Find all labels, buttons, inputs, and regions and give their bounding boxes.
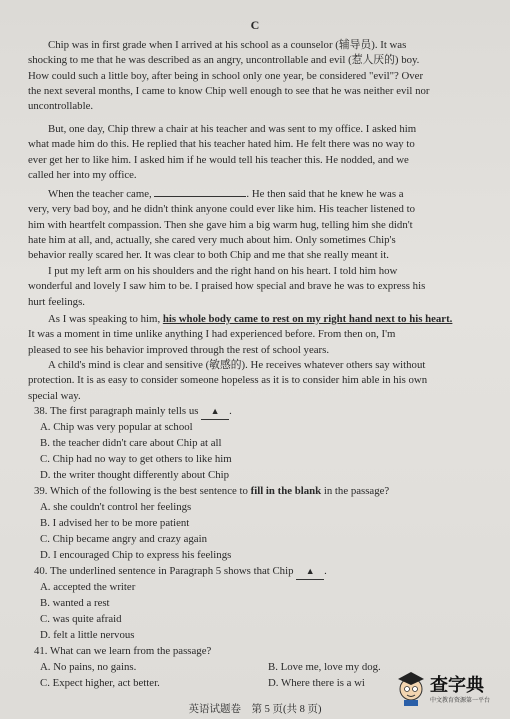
answer-mark: ▲ bbox=[296, 564, 324, 580]
p3-after-blank: . He then said that he knew he was a bbox=[246, 188, 404, 200]
section-title: C bbox=[250, 18, 260, 32]
underlined-sentence: his whole body came to rest on my right hand next to his heart. bbox=[162, 313, 453, 325]
q41-option-a[interactable]: A. No pains, no gains. bbox=[40, 661, 137, 673]
q38-option-c[interactable]: C. Chip had no way to get others to like him bbox=[40, 453, 232, 465]
q41-option-b[interactable]: B. Love me, love my dog. bbox=[268, 661, 381, 673]
p1-line: shocking to me that he was described as an angry, uncontrollable and evil (惹人厌的) boy. bbox=[28, 54, 420, 67]
p3-first-line bbox=[28, 186, 494, 202]
p3-start: When the teacher came, bbox=[48, 188, 152, 200]
p5-start: As I was speaking to him, bbox=[48, 313, 161, 325]
question-39 bbox=[34, 484, 494, 499]
q39-option-d[interactable]: D. I encouraged Chip to express his feelings bbox=[40, 549, 232, 561]
p1-line: How could such a little boy, after being in school only one year, be considered "evil"? Over bbox=[28, 69, 424, 82]
p4-line: I put my left arm on his shoulders and the right hand on his heart. I told him how bbox=[48, 265, 398, 277]
p3-line: very, very bad boy, and he didn't think anyone could ever like him. His teacher listened to bbox=[28, 203, 416, 216]
q39-option-b[interactable]: B. I advised her to be more patient bbox=[40, 517, 190, 529]
p2-line: But, one day, Chip threw a chair at his teacher and was sent to my office. I asked him bbox=[48, 123, 417, 135]
paragraph-5 bbox=[28, 312, 494, 358]
p6-line: protection. It is as easy to consider someone hopeless as it is to consider him able in his own bbox=[28, 374, 428, 387]
p1-line: the next several months, I came to know Chip well enough to see that he was neither evil nor bbox=[28, 84, 430, 97]
q38-option-b[interactable]: B. the teacher didn't care about Chip at all bbox=[40, 437, 222, 449]
q39-option-a[interactable]: A. she couldn't control her feelings bbox=[40, 501, 192, 513]
p2-line: ever get her to like him. I asked him if he would tell his teacher this. He nodded, and we bbox=[28, 153, 409, 166]
question-38 bbox=[34, 404, 494, 420]
logo-subtext: 中文教育资源第一平台 bbox=[430, 697, 491, 704]
p3-line: behavior really scared her. It was clear to both Chip and me that she really meant it. bbox=[28, 249, 389, 262]
q40-option-a[interactable]: A. accepted the writer bbox=[40, 581, 136, 593]
p3-line: him with heartfelt compassion. Then she gave him a big warm hug, telling him she didn't bbox=[28, 218, 413, 231]
site-logo bbox=[394, 669, 504, 709]
question-41: 41. What can we learn from the passage? bbox=[34, 645, 212, 657]
paragraph-3 bbox=[28, 186, 494, 263]
q38-end: . bbox=[229, 405, 232, 417]
mascot-icon bbox=[394, 669, 428, 707]
q38-stem: 38. The first paragraph mainly tells us bbox=[34, 405, 199, 417]
q40-option-c[interactable]: C. was quite afraid bbox=[40, 613, 122, 625]
p4-line: wonderful and lovely I saw him to be. I praised how special and brave he was to express his bbox=[28, 280, 426, 293]
q39-option-c[interactable]: C. Chip became angry and crazy again bbox=[40, 533, 207, 545]
q39-stem-a: 39. Which of the following is the best sentence to bbox=[34, 485, 248, 497]
paragraph-4 bbox=[28, 264, 494, 310]
paragraph-2 bbox=[28, 122, 494, 183]
q40-option-d[interactable]: D. felt a little nervous bbox=[40, 629, 135, 641]
p1-line: Chip was in first grade when I arrived at his school as a counselor (辅导员). It was bbox=[48, 39, 407, 51]
paragraph-1 bbox=[28, 38, 494, 114]
p2-line: called her into my office. bbox=[28, 168, 137, 181]
answer-mark: ▲ bbox=[201, 404, 229, 420]
p6-line: A child's mind is clear and sensitive (敏感的). He receives whatever others say without bbox=[48, 359, 426, 371]
p5-line: pleased to see his behavior improved through the rest of school years. bbox=[28, 343, 330, 356]
p3-line: hate him at all, and, actually, she cared very much about him. Only sometimes Chip's bbox=[28, 233, 396, 246]
p5-first-line bbox=[28, 312, 494, 327]
q38-option-d[interactable]: D. the writer thought differently about Chip bbox=[40, 469, 230, 481]
fill-blank bbox=[154, 186, 246, 197]
logo-text: 查字典 bbox=[430, 675, 484, 696]
question-40 bbox=[34, 564, 494, 580]
q40-end: . bbox=[324, 565, 327, 577]
q39-stem-b: in the passage? bbox=[323, 485, 390, 497]
q40-stem: 40. The underlined sentence in Paragraph 5 shows that Chip bbox=[34, 565, 294, 577]
q38-option-a[interactable]: A. Chip was very popular at school bbox=[40, 421, 193, 433]
q41-option-c[interactable]: C. Expect higher, act better. bbox=[40, 677, 160, 689]
page-footer: 英语试题卷 第 5 页(共 8 页) bbox=[188, 704, 322, 715]
q39-stem-bold: fill in the blank bbox=[250, 485, 322, 497]
p1-line: uncontrollable. bbox=[28, 100, 94, 113]
p5-line: It was a moment in time unlike anything I had experienced before. From then on, I'm bbox=[28, 328, 396, 341]
paragraph-6 bbox=[28, 358, 494, 404]
q41-option-d[interactable]: D. Where there is a wi bbox=[268, 677, 365, 689]
q40-option-b[interactable]: B. wanted a rest bbox=[40, 597, 110, 609]
p4-line: hurt feelings. bbox=[28, 295, 85, 308]
p2-line: what made him do this. He replied that his teacher hated him. He felt there was no way to bbox=[28, 138, 415, 151]
p6-line: special way. bbox=[28, 389, 81, 402]
